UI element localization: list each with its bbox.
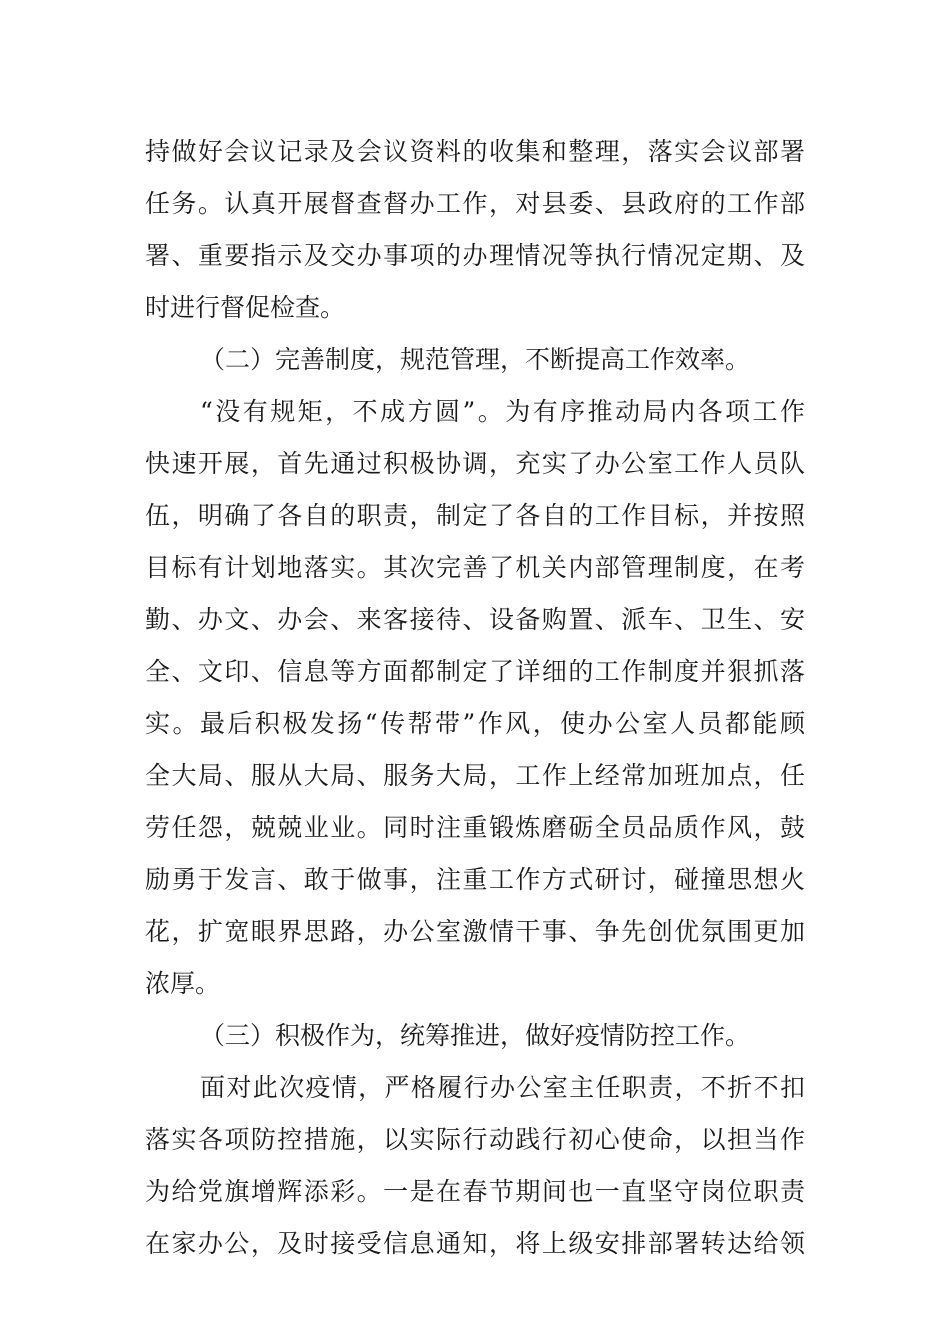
text-line: 面对此次疫情，严格履行办公室主任职责，不折不扣 <box>200 1073 805 1102</box>
text-line: 落实各项防控措施，以实际行动践行初心使命，以担当作 <box>145 1125 805 1154</box>
text-line: 励勇于发言、敢于做事，注重工作方式研讨，碰撞思想火 <box>145 865 805 894</box>
text-line: 全大局、服从大局、服务大局，工作上经常加班加点，任 <box>145 761 805 790</box>
text-line: 快速开展，首先通过积极协调，充实了办公室工作人员队 <box>145 449 805 478</box>
text-line: 伍，明确了各自的职责，制定了各自的工作目标，并按照 <box>145 501 805 530</box>
text-line: 为给党旗增辉添彩。一是在春节期间也一直坚守岗位职责 <box>145 1177 805 1206</box>
document-body <box>145 126 805 1270</box>
text-line: 任务。认真开展督查督办工作，对县委、县政府的工作部 <box>145 189 805 218</box>
text-line: 浓厚。 <box>145 969 221 998</box>
text-line: 实。最后积极发扬“传帮带”作风，使办公室人员都能顾 <box>145 709 805 738</box>
text-line: 劳任怨，兢兢业业。同时注重锻炼磨砺全员品质作风，鼓 <box>145 813 805 842</box>
text-line: 在家办公，及时接受信息通知，将上级安排部署转达给领 <box>145 1229 805 1258</box>
text-line: 持做好会议记录及会议资料的收集和整理，落实会议部署 <box>145 137 805 166</box>
text-line: 时进行督促检查。 <box>145 293 346 322</box>
text-line: 目标有计划地落实。其次完善了机关内部管理制度，在考 <box>145 553 805 582</box>
text-line: “没有规矩，不成方圆”。为有序推动局内各项工作 <box>200 397 805 426</box>
text-line: 勤、办文、办会、来客接待、设备购置、派车、卫生、安 <box>145 605 805 634</box>
text-line: 署、重要指示及交办事项的办理情况等执行情况定期、及 <box>145 241 805 270</box>
section-heading: （二）完善制度，规范管理，不断提高工作效率。 <box>200 345 751 374</box>
text-line: 全、文印、信息等方面都制定了详细的工作制度并狠抓落 <box>145 657 805 686</box>
section-heading: （三）积极作为，统筹推进，做好疫情防控工作。 <box>200 1021 751 1050</box>
text-line: 花，扩宽眼界思路，办公室激情干事、争先创优氛围更加 <box>145 917 805 946</box>
